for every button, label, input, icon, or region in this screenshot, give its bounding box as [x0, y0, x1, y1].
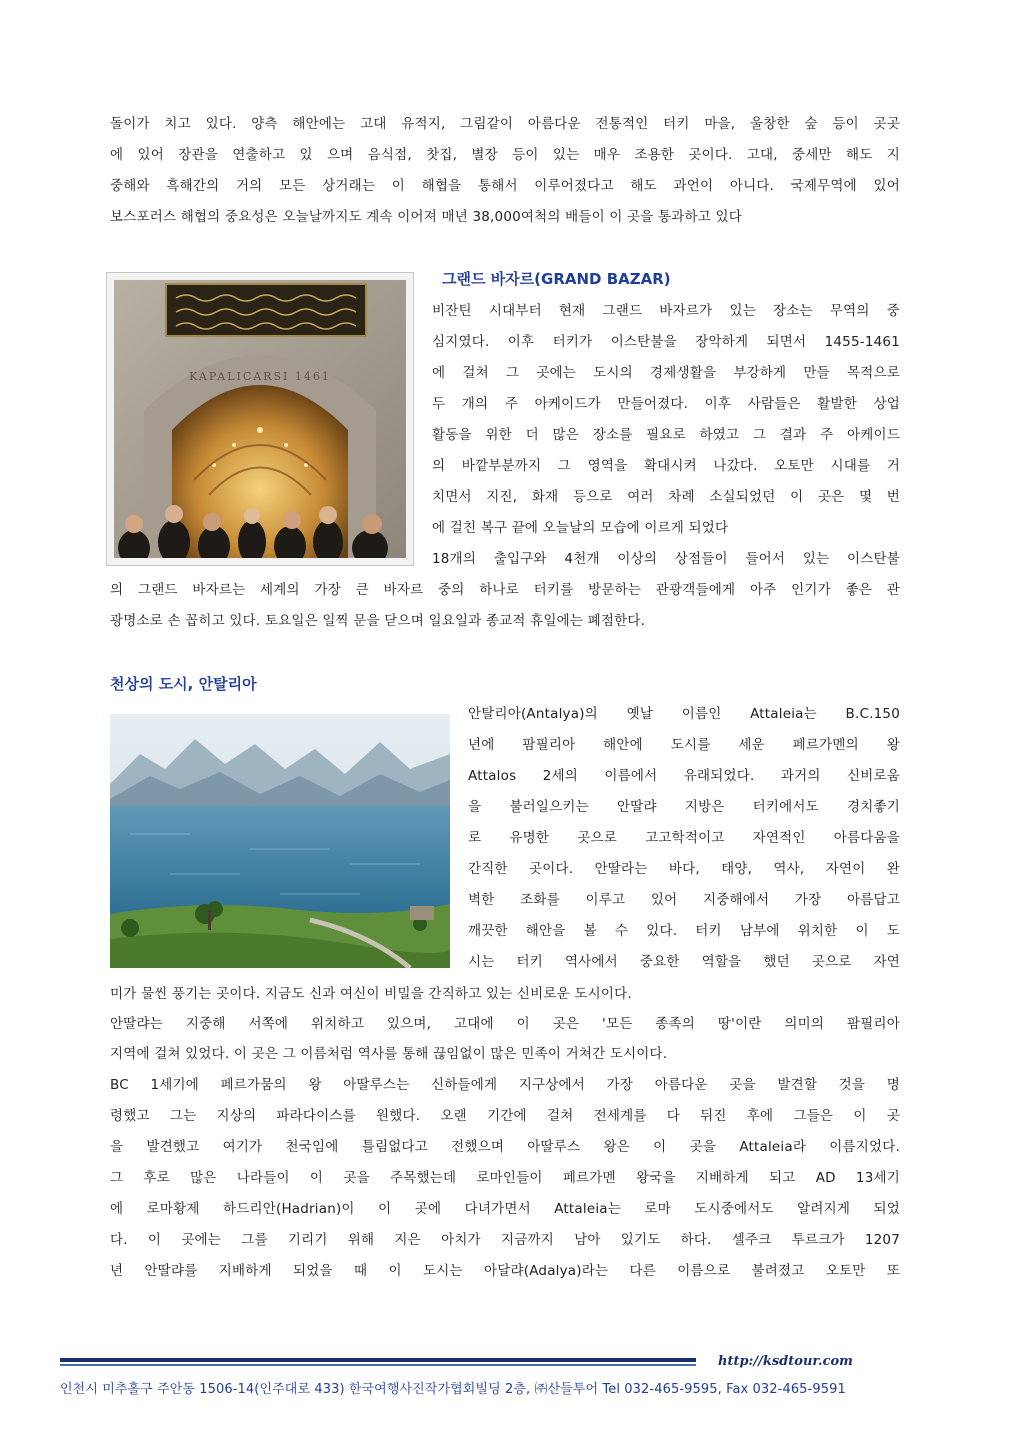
antalya-wide-line-3: 지역에 걸쳐 있었다. 이 곳은 그 이름처럼 역사를 통해 끊임없이 많은 민족이 거쳐간 도시이다.	[110, 1046, 668, 1062]
antalya-wide-line-2: 안딸랴는 지중해 서쪽에 위치하고 있으며, 고대에 이 곳은 '모든 종족의 땅'이란 의미의 팜필리아	[110, 1016, 900, 1032]
bazar-line-1: 비잔틴 시대부터 현재 그랜드 바자르가 있는 장소는 무역의 중	[432, 303, 900, 319]
intro-line-1: 돌이가 치고 있다. 양측 해안에는 고대 유적지, 그림같이 아름다운 전통적인 터키 마을, 울창한 숲 등이 곳곳	[110, 116, 900, 132]
antalya-wide-line-8: 에 로마황제 하드리안(Hadrian)이 이 곳에 다녀가면서 Attaleia는 로마 도시중에서도 알려지게 되었	[110, 1201, 900, 1217]
grand-bazar-photo-frame	[106, 272, 414, 566]
antalya-line-2: 년에 팜필리아 해안에 도시를 세운 페르가멘의 왕	[468, 737, 900, 753]
footer-address: 인천시 미추홀구 주안동 1506-14(인주대로 433) 한국여행사진작가협회빌딩 2층, ㈜산들투어 Tel 032-465-9595, Fax 032-465-9591	[60, 1382, 846, 1397]
antalya-wide-line-10: 년 안딸랴를 지배하게 되었을 때 이 도시는 아달랴(Adalya)라는 다른 이름으로 불려졌고 오토만 또	[110, 1263, 900, 1279]
antalya-photo	[110, 714, 450, 968]
antalya-wide-line-1: 미가 물씬 풍기는 곳이다. 지금도 신과 여신이 비밀을 간직하고 있는 신비로운 도시이다.	[110, 986, 632, 1002]
antalya-line-6: 간직한 곳이다. 안딸라는 바다, 태양, 역사, 자연이 완	[468, 861, 900, 877]
antalya-heading: 천상의 도시, 안탈리아	[110, 675, 257, 693]
antalya-wide-line-7: 그 후로 많은 나라들이 이 곳을 주목했는데 로마인들이 페르가멘 왕국을 지배하게 되고 AD 13세기	[110, 1170, 900, 1186]
bazar-wide-line-1: 의 그랜드 바자르는 세계의 가장 큰 바자르 중의 하나로 터키를 방문하는 관광객들에게 아주 인기가 좋은 관	[110, 582, 900, 598]
antalya-line-9: 시는 터키 역사에서 중요한 역할을 했던 곳으로 자연	[468, 954, 900, 970]
antalya-wide-line-4: BC 1세기에 페르가뭄의 왕 아딸루스는 신하들에게 지구상에서 가장 아름다운 곳을 발견할 것을 명	[110, 1077, 900, 1093]
bazar-line-4: 두 개의 주 아케이드가 만들어졌다. 이후 사람들은 활발한 상업	[432, 396, 900, 412]
intro-line-4: 보스포러스 해협의 중요성은 오늘날까지도 계속 이어져 매년 38,000여척의 배들이 이 곳을 통과하고 있다	[110, 209, 742, 225]
bazar-line-3: 에 걸쳐 그 곳에는 도시의 경제생활을 부강하게 만들 목적으로	[432, 365, 900, 381]
photo-sign-text: KAPALICARSI 1461	[189, 370, 331, 383]
antalya-wide-line-5: 령했고 그는 지상의 파라다이스를 원했다. 오랜 기간에 걸쳐 전세계를 다 뒤진 후에 그들은 이 곳	[110, 1108, 900, 1124]
bazar-line-9: 18개의 출입구와 4천개 이상의 상점들이 들어서 있는 이스탄불	[432, 551, 900, 567]
grand-bazar-heading: 그랜드 바자르(GRAND BAZAR)	[442, 270, 671, 288]
antalya-line-1: 안탈리아(Antalya)의 옛날 이름인 Attaleia는 B.C.150	[468, 706, 900, 722]
antalya-wide-line-9: 다. 이 곳에는 그를 기리기 위해 지은 아치가 지금까지 남아 있기도 하다. 셀주크 투르크가 1207	[110, 1232, 900, 1248]
bazar-line-6: 의 바깥부분까지 그 영역을 확대시켜 나갔다. 오토만 시대를 거	[432, 458, 900, 474]
antalya-line-7: 벽한 조화를 이루고 있어 지중해에서 가장 아름답고	[468, 892, 900, 908]
bazar-line-8: 에 걸친 복구 끝에 오늘날의 모습에 이르게 되었다	[432, 520, 729, 536]
footer-divider-thick	[60, 1358, 696, 1362]
intro-line-3: 중해와 흑해간의 거의 모든 상거래는 이 해협을 통해서 이루어졌다고 해도 과언이 아니다. 국제무역에 있어	[110, 178, 900, 194]
antalya-line-8: 깨끗한 해안을 볼 수 있다. 터키 남부에 위치한 이 도	[468, 923, 900, 939]
bazar-wide-line-2: 광명소로 손 꼽히고 있다. 토요일은 일찍 문을 닫으며 일요일과 종교적 휴일에는 폐점한다.	[110, 613, 646, 629]
bazar-line-2: 심지였다. 이후 터키가 이스탄불을 장악하게 되면서 1455-1461	[432, 334, 900, 350]
antalya-line-4: 을 불러일으키는 안딸랴 지방은 터키에서도 경치좋기	[468, 799, 900, 815]
footer-divider-thin	[60, 1364, 696, 1366]
intro-line-2: 에 있어 장관을 연출하고 있 으며 음식점, 찻집, 별장 등이 있는 매우 조용한 곳이다. 고대, 중세만 해도 지	[110, 147, 900, 163]
antalya-line-5: 로 유명한 곳으로 고고학적이고 자연적인 아름다움을	[468, 830, 900, 846]
bazar-line-5: 활동을 위한 더 많은 장소를 필요로 하였고 그 결과 주 아케이드	[432, 427, 900, 443]
grand-bazar-photo	[114, 280, 406, 558]
bazar-line-7: 치면서 지진, 화재 등으로 여러 차례 소실되었던 이 곳은 몇 번	[432, 489, 900, 505]
antalya-wide-line-6: 을 발견했고 여기가 천국임에 틀림없다고 전했으며 아딸루스 왕은 이 곳을 Attaleia라 이름지었다.	[110, 1139, 900, 1155]
footer-url-link[interactable]: http://ksdtour.com	[718, 1354, 853, 1369]
antalya-line-3: Attalos 2세의 이름에서 유래되었다. 과거의 신비로움	[468, 768, 900, 784]
